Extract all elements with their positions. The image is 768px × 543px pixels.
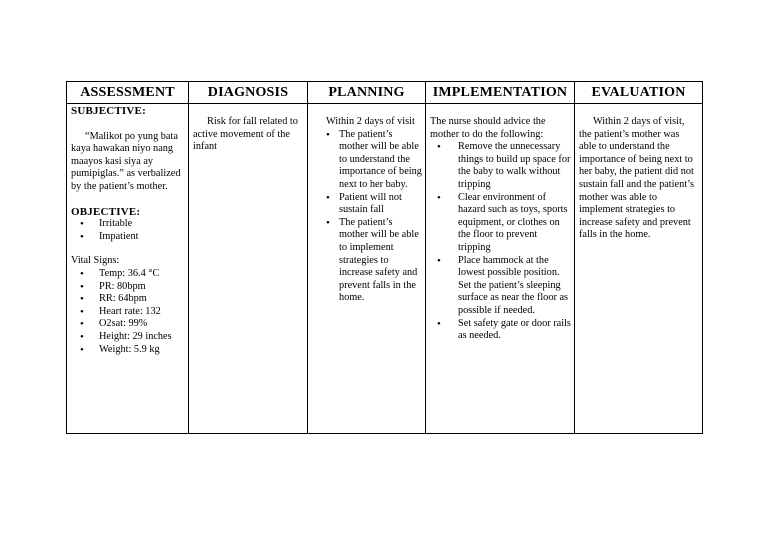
diagnosis-cell <box>189 104 308 434</box>
objective-list <box>71 218 185 243</box>
vital-sign-item: • Temp: 36.4 °C <box>99 268 185 281</box>
subjective-quote: “Malikot po yung bata kaya hawakan niyo nang maayos kasi siya ay pumipiglas.” as verbalized by the patient’s mother. <box>71 130 181 192</box>
header-planning: PLANNING <box>308 82 426 104</box>
vital-sign-item: • PR: 80bpm <box>99 281 185 294</box>
planning-intro: Within 2 days of visit <box>326 116 415 127</box>
implementation-cell <box>426 104 575 434</box>
content-row <box>67 104 703 434</box>
assessment-cell <box>67 104 189 434</box>
evaluation-text: Within 2 days of visit, the patient’s mother was able to understand the importance of being next to her baby, the patient did not sustain fall and the patient’s mother was able to implement strategies to increase safety and prevent falls in the home. <box>579 116 694 241</box>
vital-signs-label: Vital Signs: <box>71 255 120 267</box>
header-evaluation: EVALUATION <box>575 82 703 104</box>
measurements-list <box>71 331 185 356</box>
subjective-label: SUBJECTIVE: <box>71 105 146 117</box>
objective-item: • Impatient <box>99 231 185 244</box>
implementation-list <box>430 141 571 343</box>
nursing-care-plan-table <box>66 81 703 434</box>
planning-item: • The patient’s mother will be able to implement strategies to increase safety and prevent falls in the home. <box>339 217 422 305</box>
header-row <box>67 82 703 104</box>
vital-signs-list <box>71 268 185 331</box>
planning-item: • The patient’s mother will be able to understand the importance of being next to her baby. <box>339 129 422 192</box>
vital-sign-item: • Heart rate: 132 <box>99 306 185 319</box>
header-diagnosis: DIAGNOSIS <box>189 82 308 104</box>
planning-item: • Patient will not sustain fall <box>339 192 422 217</box>
measurement-item: • Height: 29 inches <box>99 331 185 344</box>
header-implementation: IMPLEMENTATION <box>426 82 575 104</box>
objective-label: OBJECTIVE: <box>71 205 141 218</box>
evaluation-cell <box>575 104 703 434</box>
implementation-intro: The nurse should advice the mother to do the following: <box>430 116 546 140</box>
implementation-item: • Remove the unnecessary things to build up space for the baby to walk without tripping <box>458 141 571 191</box>
vital-sign-item: • O2sat: 99% <box>99 318 185 331</box>
diagnosis-text: Risk for fall related to active movement of the infant <box>193 116 298 153</box>
implementation-item: • Place hammock at the lowest possible position. Set the patient’s sleeping surface as near the floor as possible if needed. <box>458 255 571 318</box>
header-assessment: ASSESSMENT <box>67 82 189 104</box>
objective-item: • Irritable <box>99 218 185 231</box>
vital-sign-item: • RR: 64bpm <box>99 293 185 306</box>
implementation-item: • Clear environment of hazard such as toys, sports equipment, or clothes on the floor to prevent tripping <box>458 192 571 255</box>
measurement-item: • Weight: 5.9 kg <box>99 344 185 357</box>
planning-list <box>312 129 422 305</box>
implementation-item: • Set safety gate or door rails as needed. <box>458 318 571 343</box>
planning-cell <box>308 104 426 434</box>
